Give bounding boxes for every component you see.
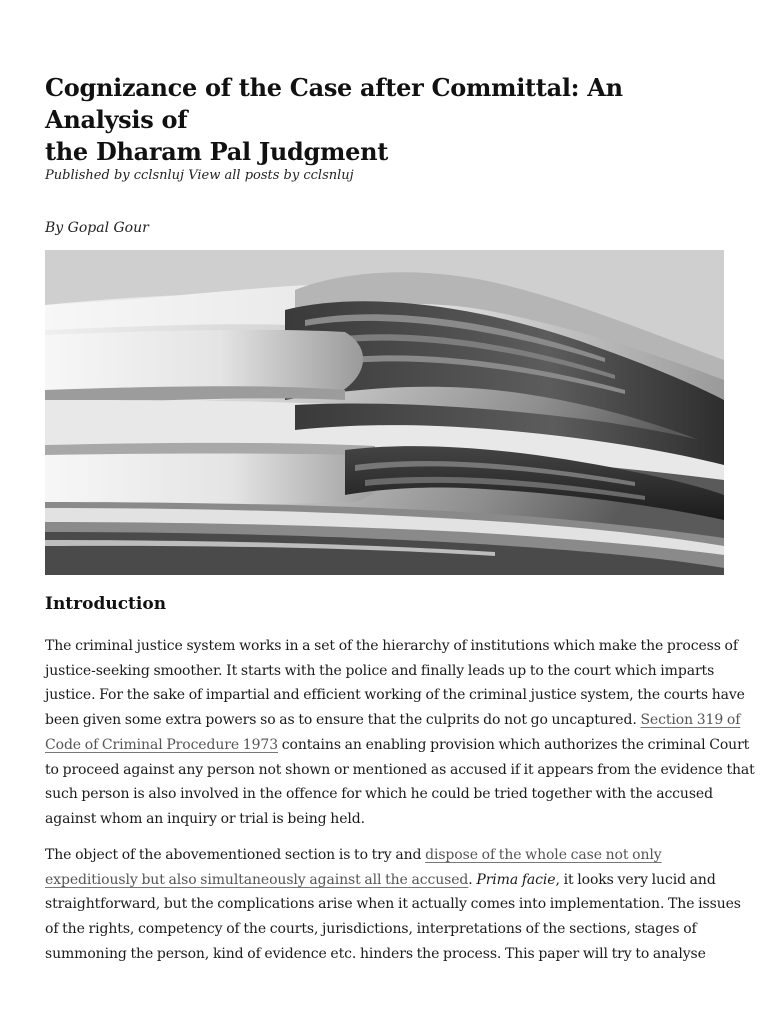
crpc-1973-link[interactable]: Code of Criminal Procedure 1973 — [45, 736, 279, 753]
prima-facie-emphasis: Prima facie — [476, 871, 556, 888]
paragraph-text: contains an enabling provision which authorizes the criminal Court — [278, 736, 750, 753]
stacked-files-photo-icon — [45, 250, 724, 575]
paragraph-line: such person is also involved in the offence for which he could be tried together with the accused — [45, 786, 713, 803]
paragraph-line — [45, 733, 750, 758]
paragraph-line: justice-seeking smoother. It starts with the police and finally leads up to the court which imparts — [45, 662, 715, 679]
paragraph-line: justice. For the sake of impartial and efficient working of the criminal justice system, the courts have — [45, 687, 745, 704]
dispose-case-link-cont[interactable]: expeditiously but also simultaneously against all the accused — [45, 871, 469, 888]
paragraph-line — [45, 708, 741, 733]
section-319-link[interactable]: Section 319 of — [640, 712, 741, 729]
title-line-1: Cognizance of the Case after Committal: An Analysis of — [45, 73, 623, 134]
article-title — [45, 72, 735, 168]
intro-paragraph-2 — [45, 843, 741, 967]
paragraph-line: of the rights, competency of the courts, jurisdictions, interpretations of the sections, stages of — [45, 921, 697, 938]
title-line-2: the Dharam Pal Judgment — [45, 137, 389, 166]
byline: By Gopal Gour — [45, 220, 149, 236]
paragraph-text: . — [468, 871, 477, 888]
paragraph-text: , it looks very lucid and — [555, 871, 716, 888]
hero-image — [45, 250, 724, 575]
intro-paragraph-1 — [45, 634, 755, 832]
introduction-heading: Introduction — [45, 594, 167, 614]
dispose-case-link[interactable]: dispose of the whole case not only — [425, 847, 662, 863]
paragraph-line — [45, 868, 735, 893]
paragraph-line: against whom an inquiry or trial is being held. — [45, 810, 365, 827]
paragraph-line: straightforward, but the complications arise when it actually comes into implementation. The issues — [45, 896, 741, 913]
published-by-label: Published by — [45, 168, 130, 183]
paragraph-line: The criminal justice system works in a set of the hierarchy of institutions which make the process of — [45, 638, 738, 654]
view-all-posts-link[interactable]: View all posts by cclsnluj — [188, 168, 354, 183]
paragraph-text: been given some extra powers so as to ensure that the culprits do not go uncaptured. — [45, 712, 641, 729]
paragraph-line — [45, 843, 735, 868]
paragraph-text: The object of the abovementioned section is to try and — [45, 847, 426, 863]
paragraph-line: to proceed against any person not shown or mentioned as accused if it appears from the evidence that — [45, 761, 755, 778]
paragraph-line: summoning the person, kind of evidence etc. hinders the process. This paper will try to analyse — [45, 945, 706, 962]
author-link[interactable]: cclsnluj — [133, 168, 185, 183]
post-meta — [45, 166, 354, 186]
